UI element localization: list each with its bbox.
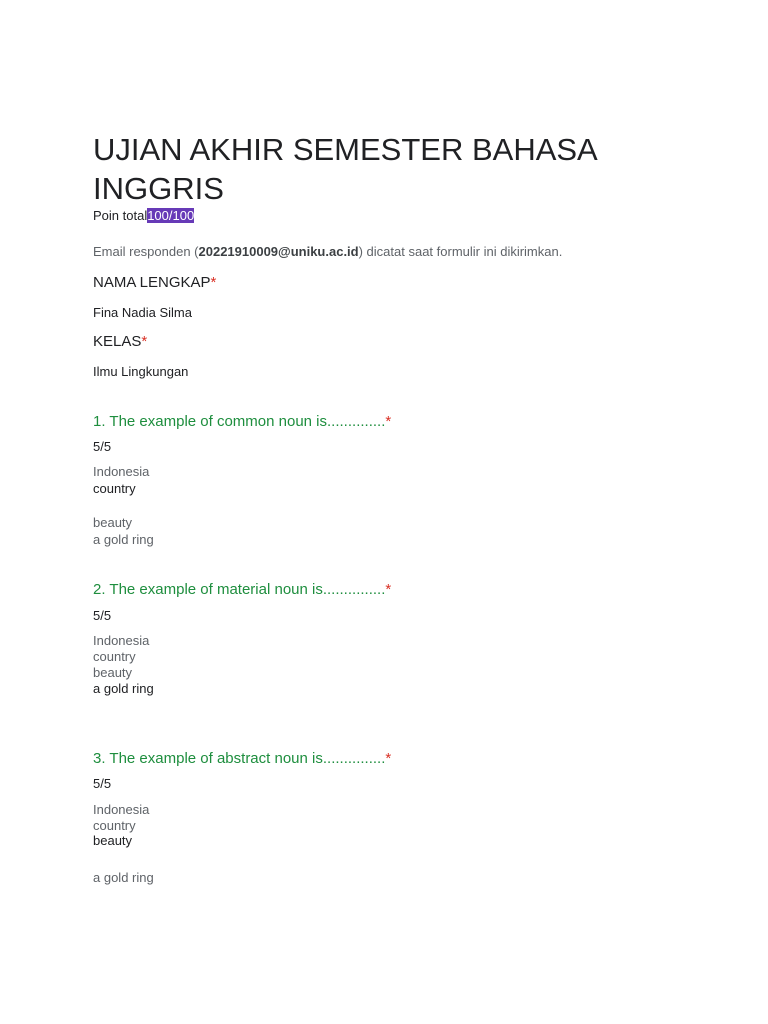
question-1-option: a gold ring	[93, 532, 154, 547]
total-points	[93, 208, 194, 224]
question-2-option-selected: a gold ring	[93, 681, 154, 696]
field-label-kelas	[93, 333, 147, 351]
question-1-title	[93, 413, 391, 431]
question-1-option: Indonesia	[93, 464, 150, 479]
question-3-option: Indonesia	[93, 802, 150, 817]
email-prefix: Email responden (	[93, 244, 199, 259]
required-mark: *	[141, 333, 148, 350]
field-label-text: KELAS	[93, 333, 142, 350]
points-label: Poin total	[93, 208, 148, 223]
field-label-text: NAMA LENGKAP	[93, 274, 211, 291]
question-2-option: country	[93, 649, 136, 664]
respondent-email: 20221910009@uniku.ac.id	[198, 244, 359, 259]
question-text: 3. The example of abstract noun is...............	[93, 750, 386, 767]
question-3-title	[93, 750, 391, 768]
question-text: 2. The example of material noun is...............	[93, 581, 386, 598]
question-2-option: beauty	[93, 665, 133, 680]
required-mark: *	[385, 581, 392, 598]
question-2-option: Indonesia	[93, 633, 150, 648]
field-label-nama-lengkap	[93, 274, 216, 292]
field-value-nama-lengkap: Fina Nadia Silma	[93, 305, 192, 320]
question-1-option: beauty	[93, 515, 133, 530]
question-3-option-selected: beauty	[93, 833, 133, 848]
question-2-title	[93, 581, 391, 599]
question-3-score: 5/5	[93, 776, 112, 791]
required-mark: *	[210, 274, 217, 291]
required-mark: *	[385, 750, 392, 767]
form-title: UJIAN AKHIR SEMESTER BAHASA INGGRIS	[93, 132, 597, 206]
question-1-option-selected: country	[93, 481, 136, 496]
required-mark: *	[385, 413, 392, 430]
question-text: 1. The example of common noun is..............	[93, 413, 386, 430]
email-suffix: ) dicatat saat formulir ini dikirimkan.	[358, 244, 563, 259]
question-2-score: 5/5	[93, 608, 112, 623]
respondent-email-note	[93, 244, 562, 260]
field-value-kelas: Ilmu Lingkungan	[93, 364, 189, 379]
question-3-option: country	[93, 818, 136, 833]
question-3-option: a gold ring	[93, 870, 154, 885]
question-1-score: 5/5	[93, 439, 112, 454]
points-value: 100/100	[147, 208, 195, 223]
